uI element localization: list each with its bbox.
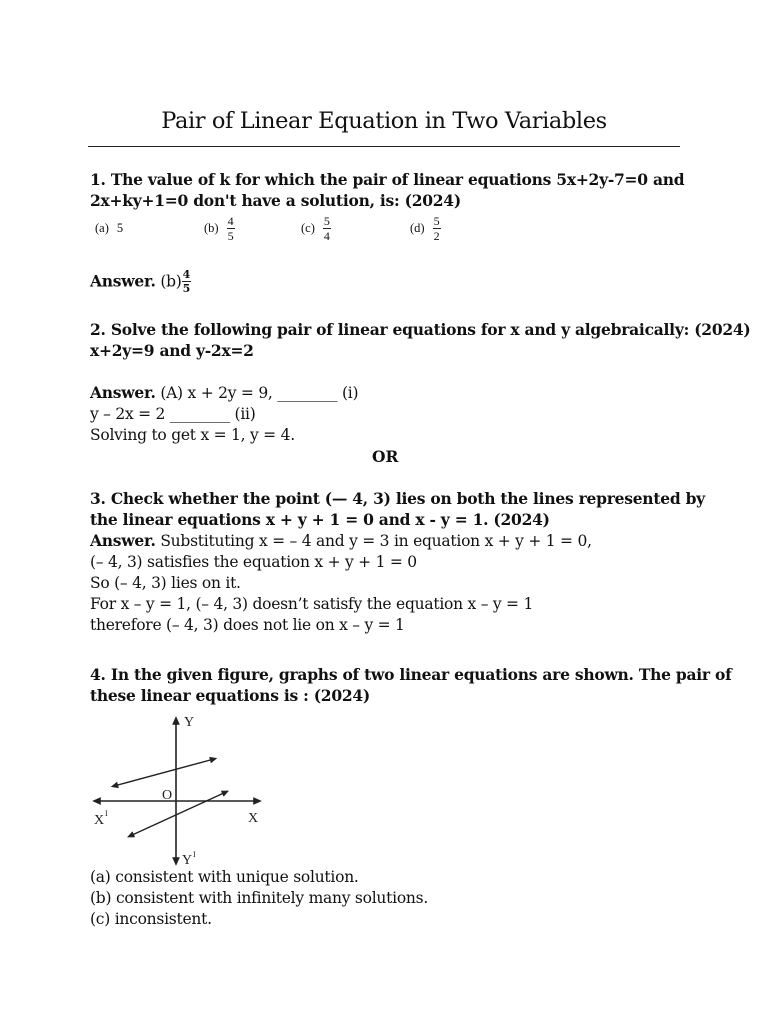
option-c-fraction xyxy=(323,215,331,242)
linear-equations-graph xyxy=(88,712,268,870)
line-1 xyxy=(114,759,214,786)
question-4-option-b: (b) consistent with infinitely many solutions. xyxy=(90,889,429,907)
question-3-answer-line-3: So (– 4, 3) lies on it. xyxy=(90,574,241,592)
question-2-text xyxy=(90,319,751,361)
question-4-line-2: these linear equations is : (2024) xyxy=(90,686,371,705)
option-b-fraction xyxy=(227,215,235,242)
question-4-options xyxy=(90,867,690,930)
option-c-numerator: 5 xyxy=(323,213,330,228)
y-axis-label: Y xyxy=(184,715,195,730)
question-3-answer-line-2: (– 4, 3) satisfies the equation x + y + 1 = 0 xyxy=(90,553,417,571)
y-prime-mark: I xyxy=(193,850,196,859)
question-2-answer-line-1 xyxy=(90,382,690,404)
option-b-numerator: 4 xyxy=(227,213,234,228)
answer-fraction xyxy=(182,269,191,294)
option-c-label: (c) xyxy=(301,220,315,235)
option-d-label: (d) xyxy=(410,220,425,235)
question-3-text xyxy=(90,488,705,530)
x-axis-label: X xyxy=(248,811,259,826)
answer-label: Answer. xyxy=(90,271,156,291)
question-2-line-1: 2. Solve the following pair of linear equations for x and y algebraically: (2024) xyxy=(90,320,751,339)
question-4-option-c: (c) inconsistent. xyxy=(90,910,212,928)
question-3-answer-line-4: For x – y = 1, (– 4, 3) doesn’t satisfy the equation x – y = 1 xyxy=(90,595,534,613)
option-b-denominator: 5 xyxy=(227,228,234,243)
y-prime-label: Y xyxy=(182,853,193,868)
option-d-fraction xyxy=(433,215,441,242)
option-d xyxy=(410,211,441,245)
question-4-line-1: 4. In the given figure, graphs of two linear equations are shown. The pair of xyxy=(90,665,732,684)
question-1-text xyxy=(90,169,690,211)
answer-denominator: 5 xyxy=(182,282,190,295)
x-prime-label: X xyxy=(94,813,105,828)
option-c xyxy=(301,211,331,245)
line-2 xyxy=(130,792,226,836)
option-d-numerator: 5 xyxy=(433,213,440,228)
question-4-option-a: (a) consistent with unique solution. xyxy=(90,868,359,886)
x-prime-mark: I xyxy=(105,809,108,818)
option-a-value: 5 xyxy=(116,220,124,235)
answer-label: Answer. xyxy=(90,383,156,402)
option-b-label: (b) xyxy=(204,220,219,235)
question-1-answer xyxy=(90,270,690,295)
answer-prefix: (b) xyxy=(160,272,182,291)
question-3-answer xyxy=(90,530,690,636)
answer-text: (A) x + 2y = 9, ________ (i) xyxy=(160,384,359,402)
question-2-answer-line-3: Solving to get x = 1, y = 4. xyxy=(90,426,295,444)
origin-label: O xyxy=(162,788,173,803)
answer-label: Answer. xyxy=(90,531,156,550)
answer-numerator: 4 xyxy=(182,268,190,281)
option-a-label: (a) xyxy=(95,220,109,235)
question-1-line-2: 2x+ky+1=0 don't have a solution, is: (2024) xyxy=(90,191,461,210)
question-2-answer xyxy=(90,382,690,446)
question-1-line-1: 1. The value of k for which the pair of linear equations 5x+2y-7=0 and xyxy=(90,170,685,189)
question-3-answer-line-1 xyxy=(90,530,690,552)
page-title: Pair of Linear Equation in Two Variables xyxy=(161,108,607,135)
question-1-options xyxy=(95,211,475,245)
option-d-denominator: 2 xyxy=(433,228,440,243)
answer-text: Substituting x = – 4 and y = 3 in equation x + y + 1 = 0, xyxy=(160,532,592,550)
option-a xyxy=(95,211,123,245)
question-2-line-2: x+2y=9 and y-2x=2 xyxy=(90,341,254,360)
or-separator: OR xyxy=(372,447,399,466)
option-c-denominator: 4 xyxy=(323,228,330,243)
question-3-answer-line-5: therefore (– 4, 3) does not lie on x – y = 1 xyxy=(90,616,405,634)
title-divider xyxy=(88,146,680,147)
question-2-answer-line-2: y – 2x = 2 ________ (ii) xyxy=(90,405,256,423)
question-4-text xyxy=(90,664,732,706)
question-3-line-1: 3. Check whether the point (— 4, 3) lies on both the lines represented by xyxy=(90,489,705,508)
question-3-line-2: the linear equations x + y + 1 = 0 and x - y = 1. (2024) xyxy=(90,510,550,529)
option-b xyxy=(204,211,235,245)
